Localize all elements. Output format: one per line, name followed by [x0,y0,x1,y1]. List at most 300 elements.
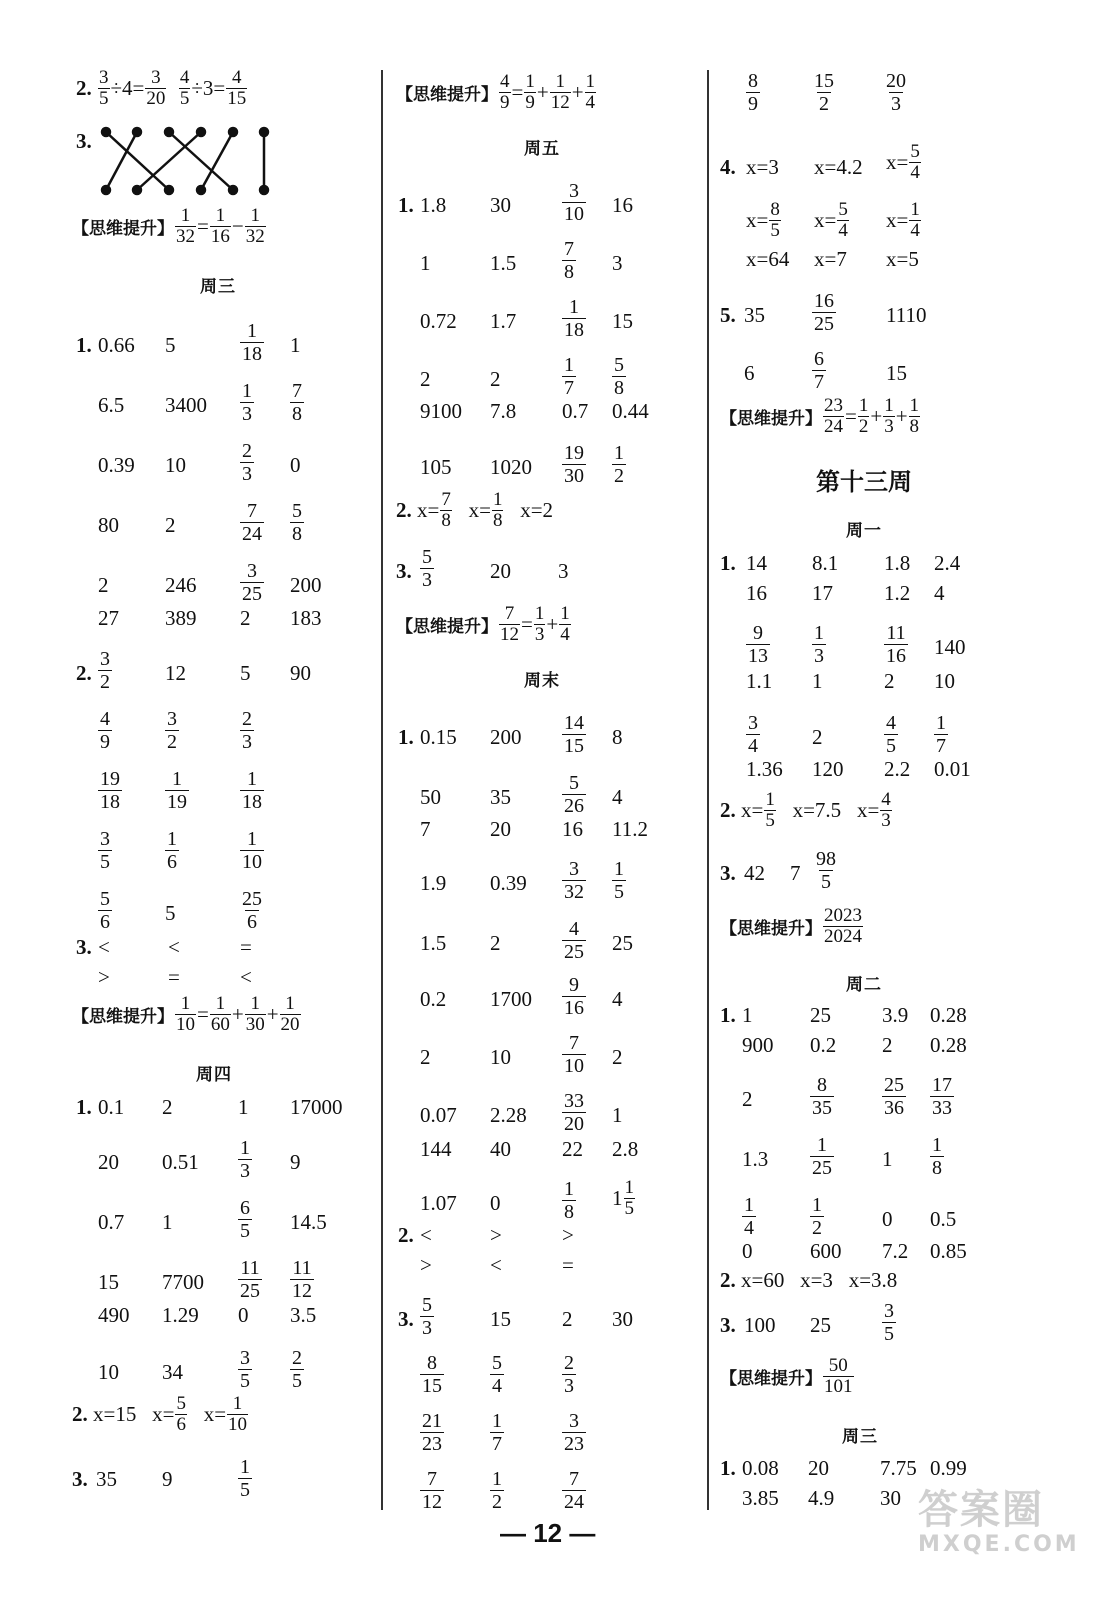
answer-value: 144 [420,1137,452,1161]
answer-fraction: $\frac{2}{3}$ [242,708,252,753]
answer-fraction: $\frac{7}{8}$ [564,238,574,283]
c3-heading-mon: 周一 [846,521,882,541]
c3-think-3: 【思维提升】 50 101 [720,1355,853,1397]
answer-value: 20 [490,817,511,841]
answer-value: > [98,965,110,989]
match-dot [133,128,141,136]
fraction: $\frac{4}{9}$ [500,71,510,113]
answer-value: 2 [420,367,431,391]
fraction: $\frac{1}{3}$ [534,603,545,645]
answer-fraction: $\frac{8}{9}$ [748,70,758,115]
answer-value: 90 [290,661,311,685]
match-dot [133,186,141,194]
answer-value: 0.28 [930,1003,967,1027]
answer-value: 2 [490,367,501,391]
question-label: 3. [398,1307,414,1331]
answer-value: 1020 [490,455,532,479]
answer-equation: x= $\frac{1}{4}$ [886,199,920,241]
answer-fraction: $\frac{3}{25}$ [242,560,262,605]
answer-fraction: $\frac{14}{15}$ [564,712,584,757]
answer-fraction: $\frac{5}{4}$ [492,1352,502,1397]
answer-value: > [562,1223,574,1247]
answer-value: 10 [934,669,955,693]
answer-value: 2 [420,1045,431,1069]
match-dot [102,186,110,194]
fraction: $\frac{1}{4}$ [560,603,570,645]
answer-value: 30 [490,193,511,217]
answer-fraction: $\frac{1}{18}$ [564,296,584,341]
answer-fraction: $\frac{25}{36}$ [884,1074,904,1119]
answer-fraction: $\frac{1}{2}$ [812,1194,822,1239]
answer-value: 7.8 [490,399,517,423]
answer-value: = [562,1253,574,1277]
answer-value: 490 [98,1303,130,1327]
answer-value: 2.28 [490,1103,527,1127]
answer-fraction: $\frac{7}{10}$ [564,1032,584,1077]
answer-fraction: $\frac{3}{10}$ [564,180,584,225]
answer-value: = [168,965,180,989]
answer-fraction: $\frac{9}{16}$ [564,974,584,1019]
answer-value: 2.2 [884,757,911,781]
fraction: 2023 2024 [824,905,862,947]
answer-fraction: $\frac{4}{5}$ [886,712,896,757]
answer-value: 34 [162,1360,183,1384]
fraction: $\frac{1}{32}$ [245,205,265,247]
question-label: 1. [76,333,92,357]
answer-value: 1.7 [490,309,517,333]
answer-fraction: $\frac{8}{15}$ [422,1352,442,1397]
answer-value: 7.2 [882,1239,909,1263]
answer-value: 0.66 [98,333,135,357]
match-dot [229,186,237,194]
c3-tue-q2: 2. x=60 x=3 x=3.8 [720,1268,898,1292]
answer-value: 3 [612,251,623,275]
c1-heading-thu: 周四 [196,1065,232,1085]
answer-value: 2.8 [612,1137,639,1161]
answer-value: 1.07 [420,1191,457,1215]
answer-fraction: $\frac{7}{24}$ [564,1468,584,1513]
watermark [918,1488,1080,1557]
answer-value: 1.3 [742,1147,769,1171]
answer-fraction: $\frac{2}{5}$ [292,1347,302,1392]
answer-fraction: $\frac{8}{35}$ [812,1074,832,1119]
answer-value: 1110 [886,303,927,327]
answer-fraction: $\frac{7}{24}$ [242,500,262,545]
answer-value: 3400 [165,393,207,417]
answer-value: x=4.2 [814,155,863,179]
answer-equation: x= $\frac{5}{4}$ [814,199,848,241]
answer-fraction: $\frac{20}{3}$ [886,70,906,115]
answer-fraction: $\frac{16}{25}$ [814,290,834,335]
answer-value: 2 [165,513,176,537]
fraction: $\frac{3}{5}$ [884,1300,894,1345]
answer-value: 1.8 [884,551,911,575]
fraction: $\frac{1}{4}$ [585,71,596,113]
answer-value: 5 [165,333,176,357]
fraction: $\frac{1}{32}$ [176,205,195,247]
fraction: $\frac{5}{3}$ [422,546,432,591]
answer-value: 389 [165,606,197,630]
answer-value: > [420,1253,432,1277]
answer-fraction: $\frac{11}{12}$ [292,1257,312,1302]
answer-fraction: $\frac{5}{3}$ [422,1294,432,1339]
answer-value: 11.2 [612,817,648,841]
answer-value: > [490,1223,502,1247]
answer-value: 0 [290,453,301,477]
answer-value: 16 [746,581,767,605]
watermark-logo: 答案圈 [918,1487,1044,1533]
column-divider-2 [707,70,709,1510]
answer-fraction: $\frac{9}{13}$ [748,622,768,667]
match-line [201,132,233,190]
answer-value: 1 [812,669,823,693]
answer-fraction: $\frac{4}{9}$ [100,708,110,753]
question-label: 1. [398,193,414,217]
match-dot [260,128,268,136]
answer-value: 5 [165,901,176,925]
answer-fraction: $\frac{1}{25}$ [812,1134,832,1179]
fraction: $\frac{1}{12}$ [550,71,570,113]
column-divider-1 [381,70,383,1510]
match-dot [197,128,205,136]
answer-fraction: $\frac{2}{3}$ [564,1352,574,1397]
fraction: $\frac{1}{10}$ [176,993,195,1035]
answer-value: 16 [612,193,633,217]
fraction: $\frac{98}{5}$ [816,848,836,893]
answer-value: < [420,1223,432,1247]
answer-value: 0.85 [930,1239,967,1263]
answer-value: 15 [490,1307,511,1331]
match-line [106,132,169,190]
answer-value: 2 [882,1033,893,1057]
answer-value: 20 [98,1150,119,1174]
match-line [137,132,201,190]
answer-value: 0.07 [420,1103,457,1127]
answer-value: 0 [882,1207,893,1231]
c3-heading-wed: 周三 [842,1427,878,1447]
answer-fraction: $\frac{1}{18}$ [242,320,262,365]
answer-value: 10 [98,1360,119,1384]
match-line [169,132,233,190]
c3-heading-week13: 第十三周 [816,467,912,496]
answer-fraction: $\frac{7}{12}$ [422,1468,442,1513]
match-line [106,132,137,190]
match-dot [165,186,173,194]
answer-value: 0 [238,1303,249,1327]
fraction: $\frac{1}{5}$ [240,1456,250,1501]
answer-value: 40 [490,1137,511,1161]
fraction: $\frac{1}{10}$ [228,1393,248,1435]
answer-fraction: $\frac{1}{2}$ [614,442,624,487]
fraction: $\frac{3}{5}$ [99,67,109,109]
answer-value: 17 [812,581,833,605]
answer-value: 22 [562,1137,583,1161]
answer-value: 0.2 [420,987,447,1011]
answer-fraction: $\frac{1}{8}$ [932,1134,942,1179]
answer-fraction: $\frac{33}{20}$ [564,1090,584,1135]
fraction: $\frac{1}{8}$ [909,395,920,437]
c1-q2-label: 2. [76,76,92,100]
answer-value: 120 [812,757,844,781]
answer-value: 1.5 [420,931,447,955]
answer-value: 0.39 [98,453,135,477]
answer-value: 2 [884,669,895,693]
answer-fraction: $\frac{3}{2}$ [100,648,110,693]
c1-q2-equation: 2. $\frac{3}{5}$ ÷4= $\frac{3}{20}$ $\frac{4}{5}$ ÷3= $\frac{4}{15}$ [76,67,247,109]
answer-value: 4.9 [808,1486,835,1510]
answer-value: 5 [240,661,251,685]
answer-value: 8 [612,725,623,749]
answer-fraction: $\frac{1}{3}$ [240,1137,250,1182]
answer-value: 0.7 [562,399,589,423]
answer-fraction: $\frac{1}{4}$ [744,1194,754,1239]
answer-fraction: $\frac{25}{6}$ [242,888,262,933]
answer-value: 7.75 [880,1456,917,1480]
fraction: $\frac{1}{30}$ [245,993,265,1035]
fraction: $\frac{4}{5}$ [179,67,190,109]
answer-value: 50 [420,785,441,809]
fraction: $\frac{1}{60}$ [210,993,230,1035]
fraction: $\frac{7}{12}$ [500,603,519,645]
question-label: 2. [398,1223,414,1247]
c1-thu-q2: 2. x=15 x= $\frac{5}{6}$ x= $\frac{1}{10}$ [72,1393,248,1435]
fraction: $\frac{1}{16}$ [210,205,230,247]
answer-value: 20 [808,1456,829,1480]
answer-value: 1 [290,333,301,357]
answer-fraction: $\frac{1}{8}$ [564,1178,574,1223]
answer-value: 2 [98,573,109,597]
answer-value: 27 [98,606,119,630]
c1-q3-label: 3. [76,129,92,153]
answer-value: 1.29 [162,1303,199,1327]
answer-value: 35 [490,785,511,809]
answer-value: 1700 [490,987,532,1011]
answer-value: < [168,935,180,959]
answer-fraction: $\frac{5}{8}$ [292,500,302,545]
c2-think-1: 【思维提升】 $\frac{4}{9}$ = $\frac{1}{9}$ + $\frac{1}{12}$ + $\frac{1}{4}$ [396,71,596,113]
answer-value: 0.99 [930,1456,967,1480]
c3-mon-q2: 2. x= $\frac{1}{5}$ x=7.5 x= $\frac{4}{3}$ [720,789,891,831]
answer-value: 0.1 [98,1095,125,1119]
answer-value: 1 [420,251,431,275]
answer-value: 1.5 [490,251,517,275]
question-label: 4. [720,155,736,179]
c3-heading-tue: 周二 [846,975,882,995]
answer-value: 1.9 [420,871,447,895]
answer-fraction: $\frac{11}{25}$ [240,1257,260,1302]
answer-value: 0.7 [98,1210,125,1234]
c2-fri-q2: 2. x= $\frac{7}{8}$ x= $\frac{1}{8}$ x=2 [396,489,554,531]
answer-value: 183 [290,606,322,630]
answer-value: 0.08 [742,1456,779,1480]
answer-value: 200 [490,725,522,749]
answer-value: 30 [880,1486,901,1510]
answer-value: 1 [882,1147,893,1171]
answer-value: 2 [562,1307,573,1331]
answer-fraction: $\frac{3}{2}$ [167,708,177,753]
answer-value: 2 [240,606,251,630]
answer-fraction: $\frac{19}{30}$ [564,442,584,487]
answer-value: 1 [742,1003,753,1027]
answer-value: 25 [612,931,633,955]
answer-value: 6.5 [98,393,125,417]
answer-value: 0.15 [420,725,457,749]
fraction: $\frac{1}{9}$ [525,71,535,113]
answer-fraction: $\frac{3}{5}$ [240,1347,250,1392]
answer-value: 1 [612,1103,623,1127]
answer-value: 1.36 [746,757,783,781]
answer-value: 14.5 [290,1210,327,1234]
answer-value: 8.1 [812,551,839,575]
answer-value: < [240,965,252,989]
answer-value: 140 [934,635,966,659]
answer-value: = [240,935,252,959]
answer-value: 25 [810,1003,831,1027]
fraction: $\frac{5}{6}$ [176,1393,186,1435]
answer-value: 7700 [162,1270,204,1294]
answer-value: 9100 [420,399,462,423]
answer-fraction: $\frac{1}{18}$ [242,768,262,813]
c1-think-2: 【思维提升】 $\frac{1}{10}$ = $\frac{1}{60}$ + $\frac{1}{30}$ + $\frac{1}{20}$ [72,993,300,1035]
answer-value: 10 [165,453,186,477]
answer-equation: x= $\frac{5}{4}$ [886,141,920,183]
answer-value: 80 [98,513,119,537]
fraction: $\frac{4}{3}$ [881,789,891,831]
answer-value: 1.1 [746,669,773,693]
answer-value: < [98,935,110,959]
question-label: 1. [720,1003,736,1027]
fraction: $\frac{3}{20}$ [146,67,166,109]
answer-value: x=3 [746,155,779,179]
answer-fraction: $\frac{11}{16}$ [886,622,906,667]
answer-value: 600 [810,1239,842,1263]
answer-value: 35 [744,303,765,327]
answer-fraction: $\frac{6}{5}$ [240,1197,250,1242]
answer-value: 2 [490,931,501,955]
match-dot [197,186,205,194]
answer-value: 4 [934,581,945,605]
question-label: 1. [398,725,414,749]
answer-value: 0 [742,1239,753,1263]
answer-fraction: $\frac{21}{23}$ [422,1410,442,1455]
answer-fraction: $\frac{3}{32}$ [564,858,584,903]
answer-value: 0.51 [162,1150,199,1174]
c3-think-2: 【思维提升】 2023 2024 [720,905,862,947]
answer-value: 15 [886,361,907,385]
answer-value: 9 [290,1150,301,1174]
answer-value: 7 [420,817,431,841]
answer-value: 6 [744,361,755,385]
answer-fraction: $\frac{6}{7}$ [814,348,824,393]
answer-value: x=7 [814,247,847,271]
answer-value: 0.44 [612,399,649,423]
c2-think-2: 【思维提升】 $\frac{7}{12}$ = $\frac{1}{3}$ + $\frac{1}{4}$ [396,603,570,645]
fraction: $\frac{7}{8}$ [441,489,451,531]
question-label: 5. [720,303,736,327]
answer-value: 1 [238,1095,249,1119]
answer-value: 17000 [290,1095,343,1119]
answer-fraction: $\frac{1}{7}$ [564,354,574,399]
answer-value: 15 [612,309,633,333]
answer-value: 2 [612,1045,623,1069]
answer-value: 3.85 [742,1486,779,1510]
question-label: 1. [76,1095,92,1119]
answer-value: 2.4 [934,551,961,575]
answer-value: 0.39 [490,871,527,895]
c1-heading-wed: 周三 [200,277,236,297]
answer-value: 105 [420,455,452,479]
answer-equation: x= $\frac{8}{5}$ [746,199,780,241]
match-dot [165,128,173,136]
answer-value: 12 [165,661,186,685]
answer-value: 1 [162,1210,173,1234]
c2-heading-fri: 周五 [524,139,560,159]
answer-value: 0 [490,1191,501,1215]
answer-fraction: $\frac{3}{23}$ [564,1410,584,1455]
answer-value: < [490,1253,502,1277]
c2-heading-weekend: 周末 [524,671,560,691]
answer-value: 4 [612,785,623,809]
answer-fraction: $\frac{7}{8}$ [292,380,302,425]
answer-fraction: $\frac{1}{6}$ [167,828,177,873]
question-label: 3. [76,935,92,959]
answer-value: 0.01 [934,757,971,781]
answer-value: 4 [612,987,623,1011]
answer-mixed-number: 1 1 5 [612,1177,634,1219]
answer-value: 2 [742,1087,753,1111]
answer-fraction: $\frac{1}{7}$ [936,712,946,757]
answer-value: 3.9 [882,1003,909,1027]
answer-fraction: $\frac{2}{3}$ [242,440,252,485]
answer-value: 2 [812,725,823,749]
answer-value: 0.28 [930,1033,967,1057]
answer-fraction: $\frac{19}{18}$ [100,768,120,813]
answer-value: x=5 [886,247,919,271]
answer-fraction: $\frac{17}{33}$ [932,1074,952,1119]
answer-value: 14 [746,551,767,575]
watermark-url: MXQE.COM [918,1532,1080,1557]
answer-value: 200 [290,573,322,597]
match-dot [229,128,237,136]
question-label: 2. [76,661,92,685]
fraction: $\frac{1}{20}$ [280,993,300,1035]
answer-fraction: $\frac{5}{8}$ [614,354,624,399]
match-dot [102,128,110,136]
answer-value: 2 [162,1095,173,1119]
answer-value: 30 [612,1307,633,1331]
question-label: 1. [720,551,736,575]
answer-fraction: $\frac{5}{6}$ [100,888,110,933]
fraction: $\frac{1}{3}$ [884,395,894,437]
answer-fraction: $\frac{4}{25}$ [564,918,584,963]
question-label: 1. [720,1456,736,1480]
answer-fraction: $\frac{1}{2}$ [492,1468,502,1513]
answer-fraction: $\frac{1}{5}$ [614,858,624,903]
answer-value: 10 [490,1045,511,1069]
answer-value: 0.5 [930,1207,957,1231]
answer-fraction: $\frac{1}{19}$ [167,768,187,813]
fraction: $\frac{4}{15}$ [227,67,247,109]
answer-value: 3.5 [290,1303,317,1327]
answer-value: 0.2 [810,1033,837,1057]
answer-fraction: $\frac{3}{5}$ [100,828,110,873]
answer-fraction: $\frac{5}{26}$ [564,772,584,817]
c3-think-1: 【思维提升】 $\frac{23}{24}$ = $\frac{1}{2}$ + $\frac{1}{3}$ + $\frac{1}{8}$ [720,395,920,437]
answer-fraction: $\frac{1}{3}$ [242,380,252,425]
fraction: $\frac{23}{24}$ [824,395,843,437]
answer-value: 15 [98,1270,119,1294]
fraction: $\frac{1}{5}$ [765,789,775,831]
